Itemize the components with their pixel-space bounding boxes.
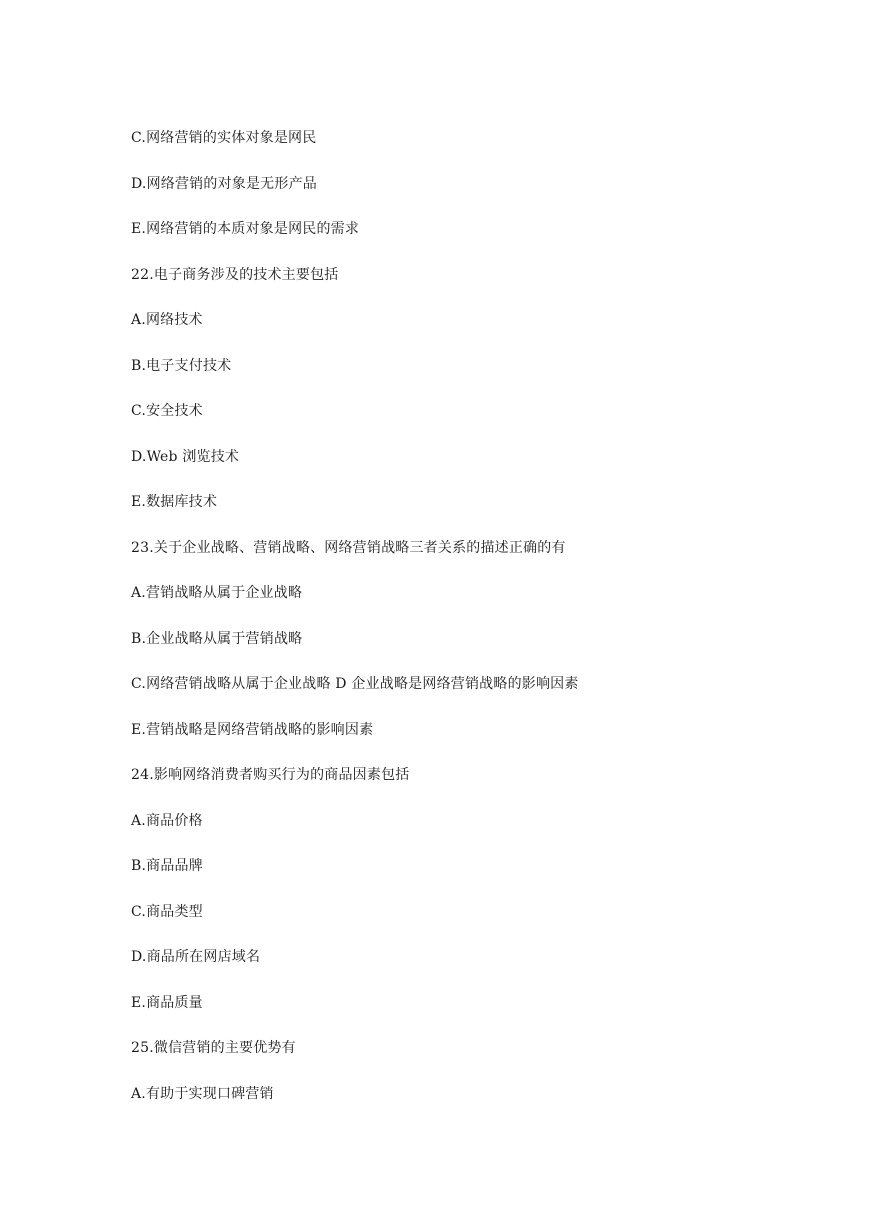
- option-22-c: C.安全技术: [131, 403, 203, 419]
- option-24-d: D.商品所在网店域名: [131, 949, 261, 965]
- option-21-d: D.网络营销的对象是无形产品: [131, 176, 317, 192]
- question-25: 25.微信营销的主要优势有: [131, 1040, 296, 1056]
- option-23-a: A.营销战略从属于企业战略: [131, 585, 303, 601]
- question-24: 24.影响网络消费者购买行为的商品因素包括: [131, 767, 410, 783]
- option-23-c-d: C.网络营销战略从属于企业战略 D 企业战略是网络营销战略的影响因素: [131, 676, 579, 692]
- option-23-b: B.企业战略从属于营销战略: [131, 631, 303, 647]
- option-21-c: C.网络营销的实体对象是网民: [131, 130, 317, 146]
- option-22-d: D.Web 浏览技术: [131, 449, 240, 465]
- option-24-c: C.商品类型: [131, 904, 203, 920]
- option-22-a: A.网络技术: [131, 312, 203, 328]
- question-23: 23.关于企业战略、营销战略、网络营销战略三者关系的描述正确的有: [131, 540, 566, 556]
- option-22-e: E.数据库技术: [131, 494, 218, 510]
- option-24-a: A.商品价格: [131, 813, 203, 829]
- option-23-e: E.营销战略是网络营销战略的影响因素: [131, 722, 374, 738]
- option-25-a: A.有助于实现口碑营销: [131, 1086, 274, 1102]
- option-21-e: E.网络营销的本质对象是网民的需求: [131, 221, 360, 237]
- option-24-b: B.商品品牌: [131, 858, 203, 874]
- option-22-b: B.电子支付技术: [131, 358, 232, 374]
- question-22: 22.电子商务涉及的技术主要包括: [131, 267, 339, 283]
- option-24-e: E.商品质量: [131, 995, 203, 1011]
